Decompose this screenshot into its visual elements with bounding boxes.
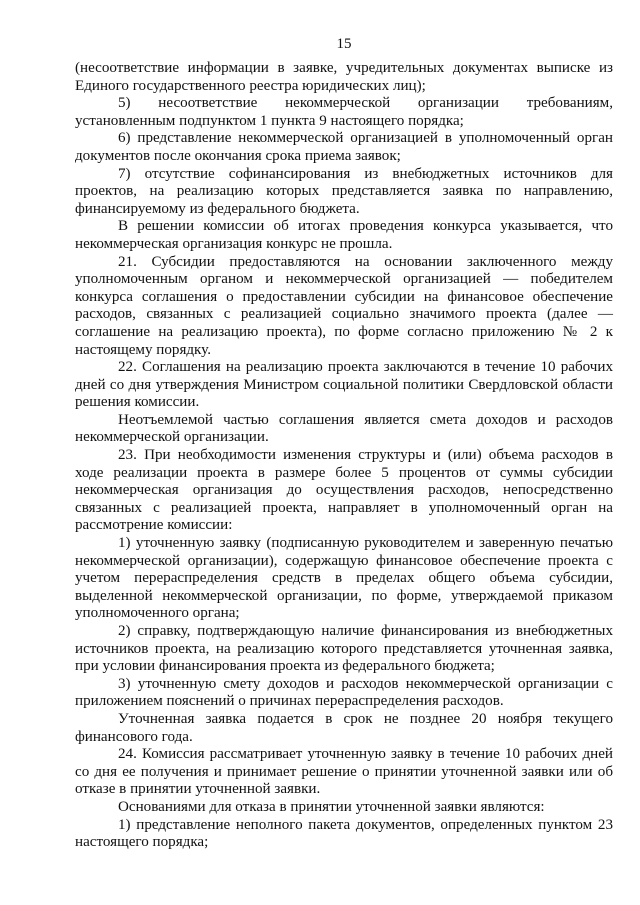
paragraph: 23. При необходимости изменения структуры и (или) объема расходов в ходе реализации проекта в размере более 5 процентов от суммы субсидии некоммерческая организация до осуществления расходов, непосредственно связанных с реализацией проекта, направляет в уполномоченный орган на рассмотрение комиссии: [75, 447, 613, 534]
paragraph: Неотъемлемой частью соглашения является смета доходов и расходов некоммерческой организации. [75, 411, 613, 446]
paragraph: В решении комиссии об итогах проведения конкурса указывается, что некоммерческая организация конкурс не прошла. [75, 218, 613, 252]
paragraph: 3) уточненную смету доходов и расходов некоммерческой организации с приложением пояснений о причинах перераспределения расходов. [75, 675, 613, 710]
paragraph: 1) уточненную заявку (подписанную руководителем и заверенную печатью некоммерческой организации), содержащую финансовое обеспечение проекта с учетом перераспределения средств в пределах общего объема субсидии, выделенной некоммерческой организации, по форме, утверждаемой приказом уполномоченного органа; [75, 535, 613, 622]
page-number: 15 [336, 36, 352, 52]
paragraph: (несоответствие информации в заявке, учредительных документах выписке из Единого государственного реестра юридических лиц); [75, 60, 613, 94]
paragraph: 7) отсутствие софинансирования из внебюджетных источников для проектов, на реализацию которых представляется заявка по направлению, финансируемому из федерального бюджета. [75, 165, 613, 217]
paragraph: 21. Субсидии предоставляются на основании заключенного между уполномоченным органом и некоммерческой организацией — победителем конкурса соглашения о предоставлении субсидии на финансовое обеспечение расходов, связанных с реализацией социально значимого проекта (далее — соглашение на реализацию проекта), по форме согласно приложению № 2 к настоящему порядку. [75, 253, 613, 358]
paragraph: 6) представление некоммерческой организацией в уполномоченный орган документов после окончания срока приема заявок; [75, 130, 613, 164]
paragraph: 5) несоответствие некоммерческой организации требованиям, установленным подпунктом 1 пункта 9 настоящего порядка; [75, 95, 613, 129]
paragraph: 1) представление неполного пакета документов, определенных пунктом 23 настоящего порядка; [75, 816, 613, 851]
paragraph: 22. Соглашения на реализацию проекта заключаются в течение 10 рабочих дней со дня утверждения Министром социальной политики Свердловской области решения комиссии. [75, 359, 613, 411]
document-page [75, 34, 613, 852]
paragraph: 24. Комиссия рассматривает уточненную заявку в течение 10 рабочих дней со дня ее получения и принимает решение о принятии уточненной заявки или об отказе в принятии уточненной заявки. [75, 746, 613, 798]
paragraph: 2) справку, подтверждающую наличие финансирования из внебюджетных источников проекта, на реализацию которого представляется уточненная заявка, при условии финансирования проекта из федерального бюджета; [75, 623, 613, 675]
paragraph: Уточненная заявка подается в срок не позднее 20 ноября текущего финансового года. [75, 710, 613, 745]
paragraph: Основаниями для отказа в принятии уточненной заявки являются: [118, 798, 545, 815]
